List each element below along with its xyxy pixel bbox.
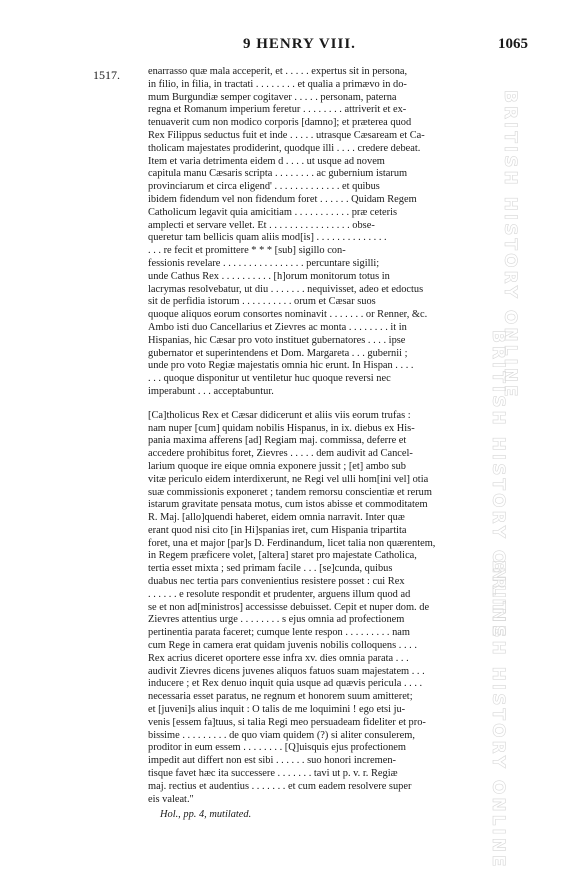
text-line: istarum gravitate pensata motus, cum istos abisse et commoditatem <box>148 499 428 511</box>
text-line: suæ commissionis exponeret ; tandem remorsu conscientiæ et rerum <box>148 486 432 498</box>
page-number: 1065 <box>498 36 528 52</box>
text-line: Catholicum legavit quia amicitiam . . . . . . . . . . . præ ceteris <box>148 206 398 218</box>
text-line: Rex acrius diceret oportere esse infra xv. dies omnia parata . . . <box>148 652 409 664</box>
text-line: in Regem præficere volet, [altera] staret pro majestate Catholica, <box>148 550 417 562</box>
text-line: . . . . . . e resolute respondit et prudenter, arguens illum quod ad <box>148 588 411 600</box>
text-line: accedere prohibitus foret, Zievres . . . . . dem audivit ad Cancel- <box>148 448 413 460</box>
text-line: in filio, in filia, in tractati . . . . . . . . et qualia a primævo in do- <box>148 78 407 90</box>
text-line: Rex Filippus seductus fuit et inde . . . . . utrasque Cæsaream et Ca- <box>148 129 425 141</box>
text-line: audivit Zievres dicens juvenes aliquos fatuos suam majestatem . . . <box>148 665 425 677</box>
text-line: provinciarum et circa eligend' . . . . . . . . . . . . . et quibus <box>148 181 380 193</box>
watermark: BRITISH HISTORY ONLINE <box>500 90 520 400</box>
text-line: et [juveni]s alius inquit : O talis de me loquimini ! ego etsi ju- <box>148 704 406 716</box>
text-line: tertia esset mixta ; sed primam facile . . . [se]cunda, quibus <box>148 563 393 575</box>
text-line: capitula manu Cæsaris scripta . . . . . . . . ac gubernium istarum <box>148 168 408 180</box>
text-line: vitæ periculo eidem interdixerunt, ne Regi vel ulli hom[ini vel] otia <box>148 473 429 485</box>
footnote: Hol., pp. 4, mutilated. <box>160 809 252 821</box>
text-line: [Ca]tholicus Rex et Cæsar didicerunt et aliis viis eorum trufas : <box>148 409 411 421</box>
text-line: impedit aut differt non est sibi . . . . . . suo honori incremen- <box>148 755 396 767</box>
text-line: tholicam majestates prodiderint, quodque illi . . . . credere debeat. <box>148 142 421 154</box>
paragraph <box>148 410 528 807</box>
text-line: Zievres attentius urge . . . . . . . . s ejus omnia ad profectionem <box>148 614 405 626</box>
text-line: duabus nec tertia pars convenientius resistere posset : cui Rex <box>148 576 405 588</box>
text-line: fessionis revelare . . . . . . . . . . . . . . . . percuntare sigilli; <box>148 257 380 269</box>
text-line: enarrasso quæ mala acceperit, et . . . . . expertus sit in persona, <box>148 66 408 77</box>
text-line: sit de perfidia istorum . . . . . . . . . . orum et Cæsar suos <box>148 296 376 308</box>
text-line: erant quod nisi cito [in Hi]spanias iret, cum Hispania tripartita <box>148 524 407 536</box>
text-line: tenuaverit cum non modico corporis [damno]; et præterea quod <box>148 117 412 129</box>
text-line: bissime . . . . . . . . . de quo viam quidem (?) si aliter consulerem, <box>148 729 415 741</box>
running-header <box>148 36 528 60</box>
margin-year: 1517. <box>93 68 120 82</box>
text-line: maj. rectius et audentius . . . . . . . et cum eadem resolvere super <box>148 780 412 792</box>
text-line: venis [essem fa]tuus, si talia Regi meo persuadeam fideliter et pro- <box>148 716 426 728</box>
text-line: regna et Romanum imperium feretur . . . . . . . . attriverit et ex- <box>148 104 407 116</box>
text-line: inducere ; et Rex denuo inquit quia usque ad quævis pericula . . . . <box>148 678 423 690</box>
text-line: amplecti et servare vellet. Et . . . . . . . . . . . . . . . . obse- <box>148 219 375 231</box>
text-line: necessaria esset paratus, ne regnum et honorem suum amitteret; <box>148 691 413 703</box>
text-line: unde Cathus Rex . . . . . . . . . . [h]orum monitorum totus in <box>148 270 390 282</box>
text-line: mum Burgundiæ semper cogitaver . . . . . personam, paterna <box>148 91 397 103</box>
text-line: cum Rege in camera erat quidam juvenis nobilis colloquens . . . . <box>148 640 417 652</box>
document-body <box>148 66 528 822</box>
text-line: unde pro voto Regiæ majestatis omnia hic erunt. In Hispan . . . . <box>148 360 414 372</box>
text-line: eis valeat." <box>148 793 194 805</box>
text-line: queretur tam bellicis quam aliis mod[is] . . . . . . . . . . . . . . <box>148 232 387 244</box>
text-line: proditor in eum essem . . . . . . . . [Q]uisquis ejus profectionem <box>148 742 406 754</box>
text-line: imperabunt . . . acceptabuntur. <box>148 385 274 397</box>
text-line: pertinentia parata faceret; cumque lente respon . . . . . . . . . nam <box>148 627 410 639</box>
text-line: larium quoque ire eique omnia exponere jussit ; [et] ambo sub <box>148 460 406 472</box>
paragraph-gap <box>148 399 528 410</box>
text-line: Item et varia detrimenta eidem d . . . . ut usque ad novem <box>148 155 385 167</box>
text-line: quoque aliquos eorum consortes nominavit . . . . . . . or Renner, &c. <box>148 309 428 321</box>
text-line: ibidem fidendum vel non fidendum foret . . . . . . Quidam Regem <box>148 193 417 205</box>
watermark: BRITISH HISTORY ONLINE <box>488 560 508 870</box>
text-line: tisque favet hæc ita successere . . . . . . . tavi ut p. v. r. Regiæ <box>148 768 398 780</box>
text-line: nam nuper [cum] quidam nobilis Hispanus, in ix. diebus ex His- <box>148 422 415 434</box>
text-line: . . . quoque disponitur ut ventiletur huc quoque reversi nec <box>148 373 391 385</box>
text-line: gubernator et superintendens et Dom. Margareta . . . gubernii ; <box>148 347 408 359</box>
paragraph <box>148 66 528 399</box>
text-line: foret, una et major [par]s D. Ferdinandum, licet talia non quærentem, <box>148 537 436 549</box>
header-title: 9 HENRY VIII. <box>243 36 356 52</box>
watermark: BRITISH HISTORY ONLINE <box>488 330 508 640</box>
text-line: Ambo isti duo Cancellarius et Zievres ac monta . . . . . . . . it in <box>148 321 407 333</box>
text-line: Hispanias, hic Cæsar pro voto instituet gubernatores . . . . ipse <box>148 334 406 346</box>
text-line: se et non ad[ministros] accessisse debuisset. Cepit et nuper dom. de <box>148 601 430 613</box>
text-line: R. Maj. [allo]quendi haberet, eidem omnia narravit. Inter quæ <box>148 512 405 524</box>
text-line: pania maxima afferens [ad] Regiam maj. commissa, deferre et <box>148 435 407 447</box>
text-line: lacrymas resolvebatur, ut diu . . . . . . . nequivisset, adeo et edoctus <box>148 283 424 295</box>
text-line: . . . re fecit et promittere * * * [sub] sigillo con- <box>148 245 346 257</box>
